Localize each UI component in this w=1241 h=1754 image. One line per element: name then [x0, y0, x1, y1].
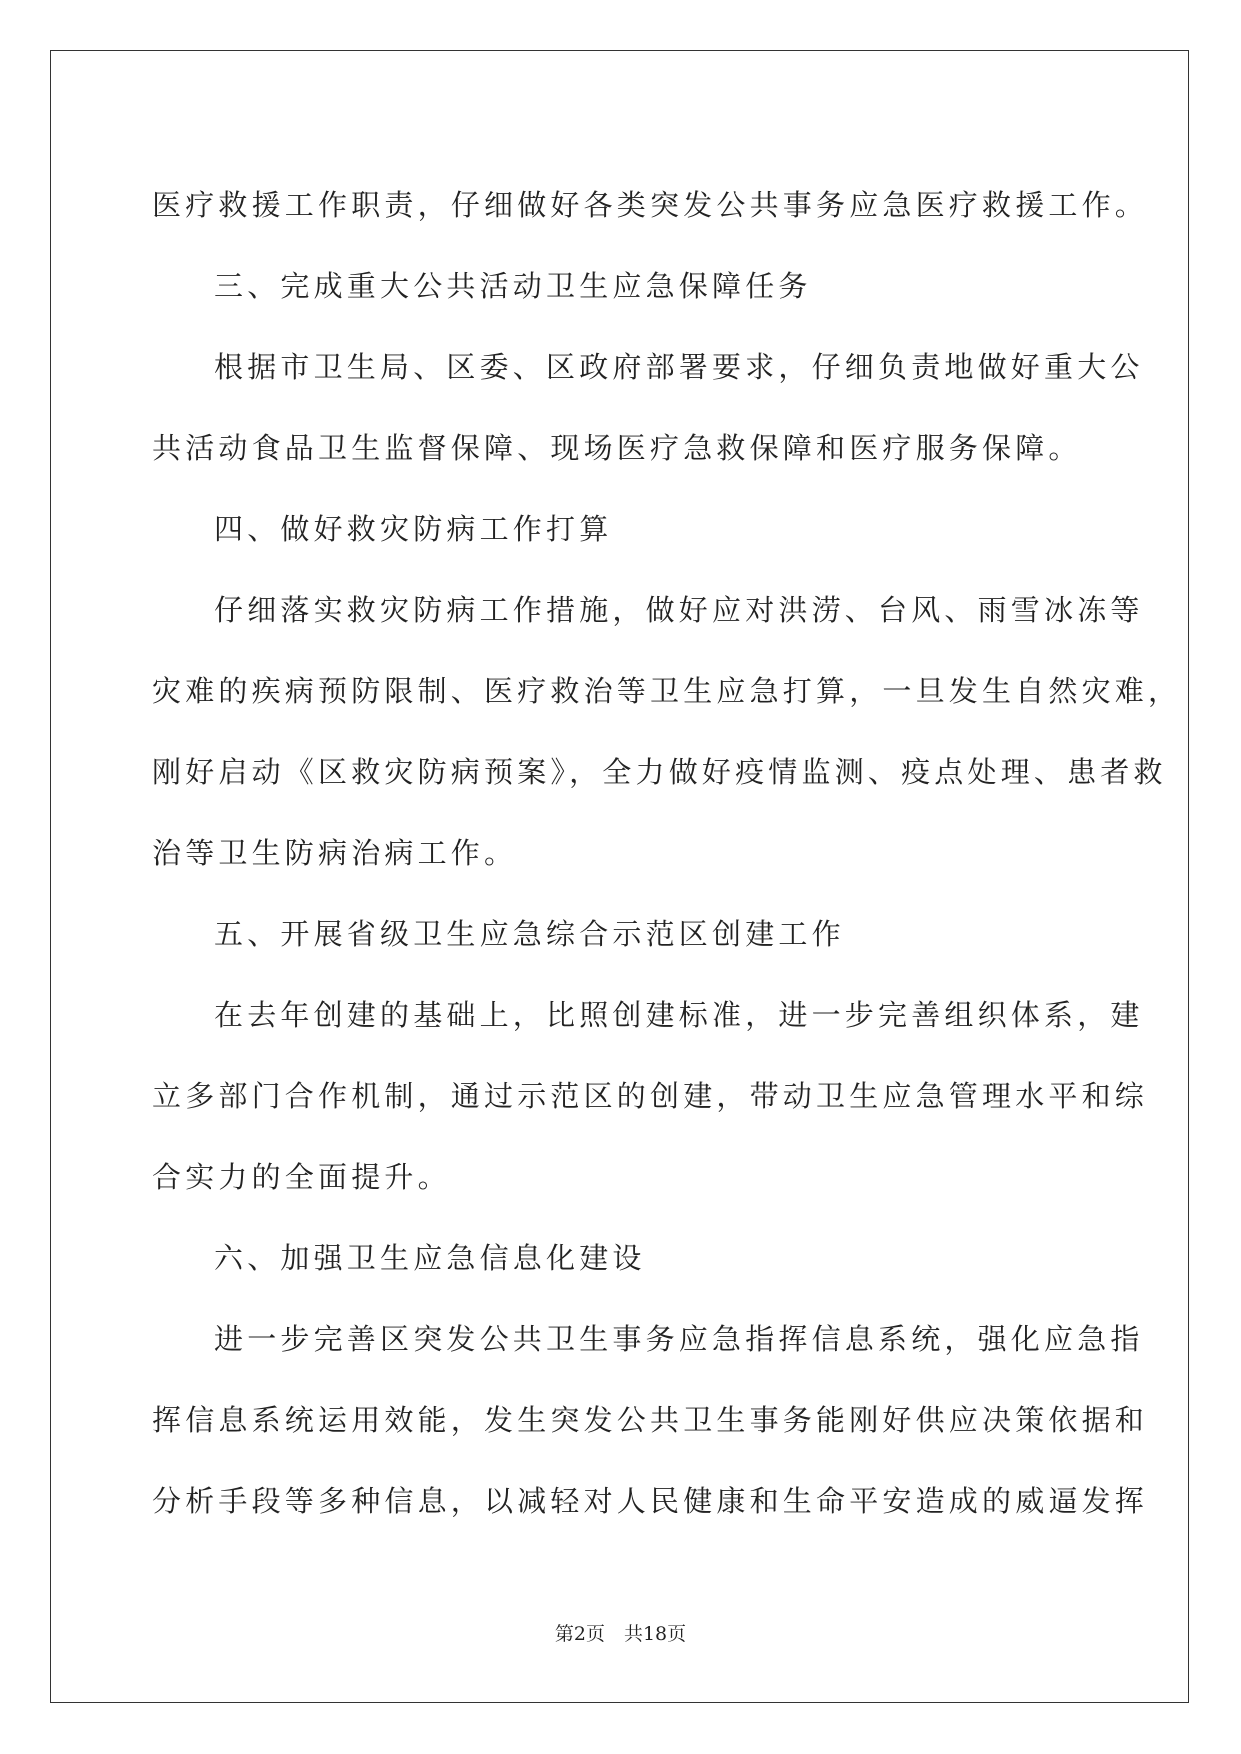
section-heading: 三、完成重大公共活动卫生应急保障任务 — [214, 269, 812, 303]
page-footer: 第2页 共18页 — [554, 1623, 687, 1645]
text-line: 挥信息系统运用效能，发生突发公共卫生事务能刚好供应决策依据和 — [152, 1403, 1149, 1437]
text-line: 分析手段等多种信息，以减轻对人民健康和生命平安造成的威逼发挥 — [152, 1484, 1149, 1518]
text-line: 进一步完善区突发公共卫生事务应急指挥信息系统，强化应急指 — [214, 1322, 1144, 1356]
text-line: 医疗救援工作职责，仔细做好各类突发公共事务应急医疗救援工作。 — [152, 188, 1149, 222]
text-line: 仔细落实救灾防病工作措施，做好应对洪涝、台风、雨雪冰冻等 — [214, 593, 1144, 627]
section-heading: 六、加强卫生应急信息化建设 — [214, 1241, 646, 1275]
text-line: 合实力的全面提升。 — [152, 1160, 451, 1194]
text-line: 立多部门合作机制，通过示范区的创建，带动卫生应急管理水平和综 — [152, 1079, 1149, 1113]
section-heading: 五、开展省级卫生应急综合示范区创建工作 — [214, 917, 845, 951]
text-line: 在去年创建的基础上，比照创建标准，进一步完善组织体系，建 — [214, 998, 1144, 1032]
document-body — [152, 165, 1182, 1542]
text-line: 刚好启动《区救灾防病预案》，全力做好疫情监测、疫点处理、患者救 — [152, 755, 1167, 789]
text-line: 灾难的疾病预防限制、医疗救治等卫生应急打算，一旦发生自然灾难， — [152, 674, 1182, 708]
text-line: 根据市卫生局、区委、区政府部署要求，仔细负责地做好重大公 — [214, 350, 1144, 384]
text-line: 共活动食品卫生监督保障、现场医疗急救保障和医疗服务保障。 — [152, 431, 1082, 465]
text-line: 治等卫生防病治病工作。 — [152, 836, 518, 870]
section-heading: 四、做好救灾防病工作打算 — [214, 512, 613, 546]
